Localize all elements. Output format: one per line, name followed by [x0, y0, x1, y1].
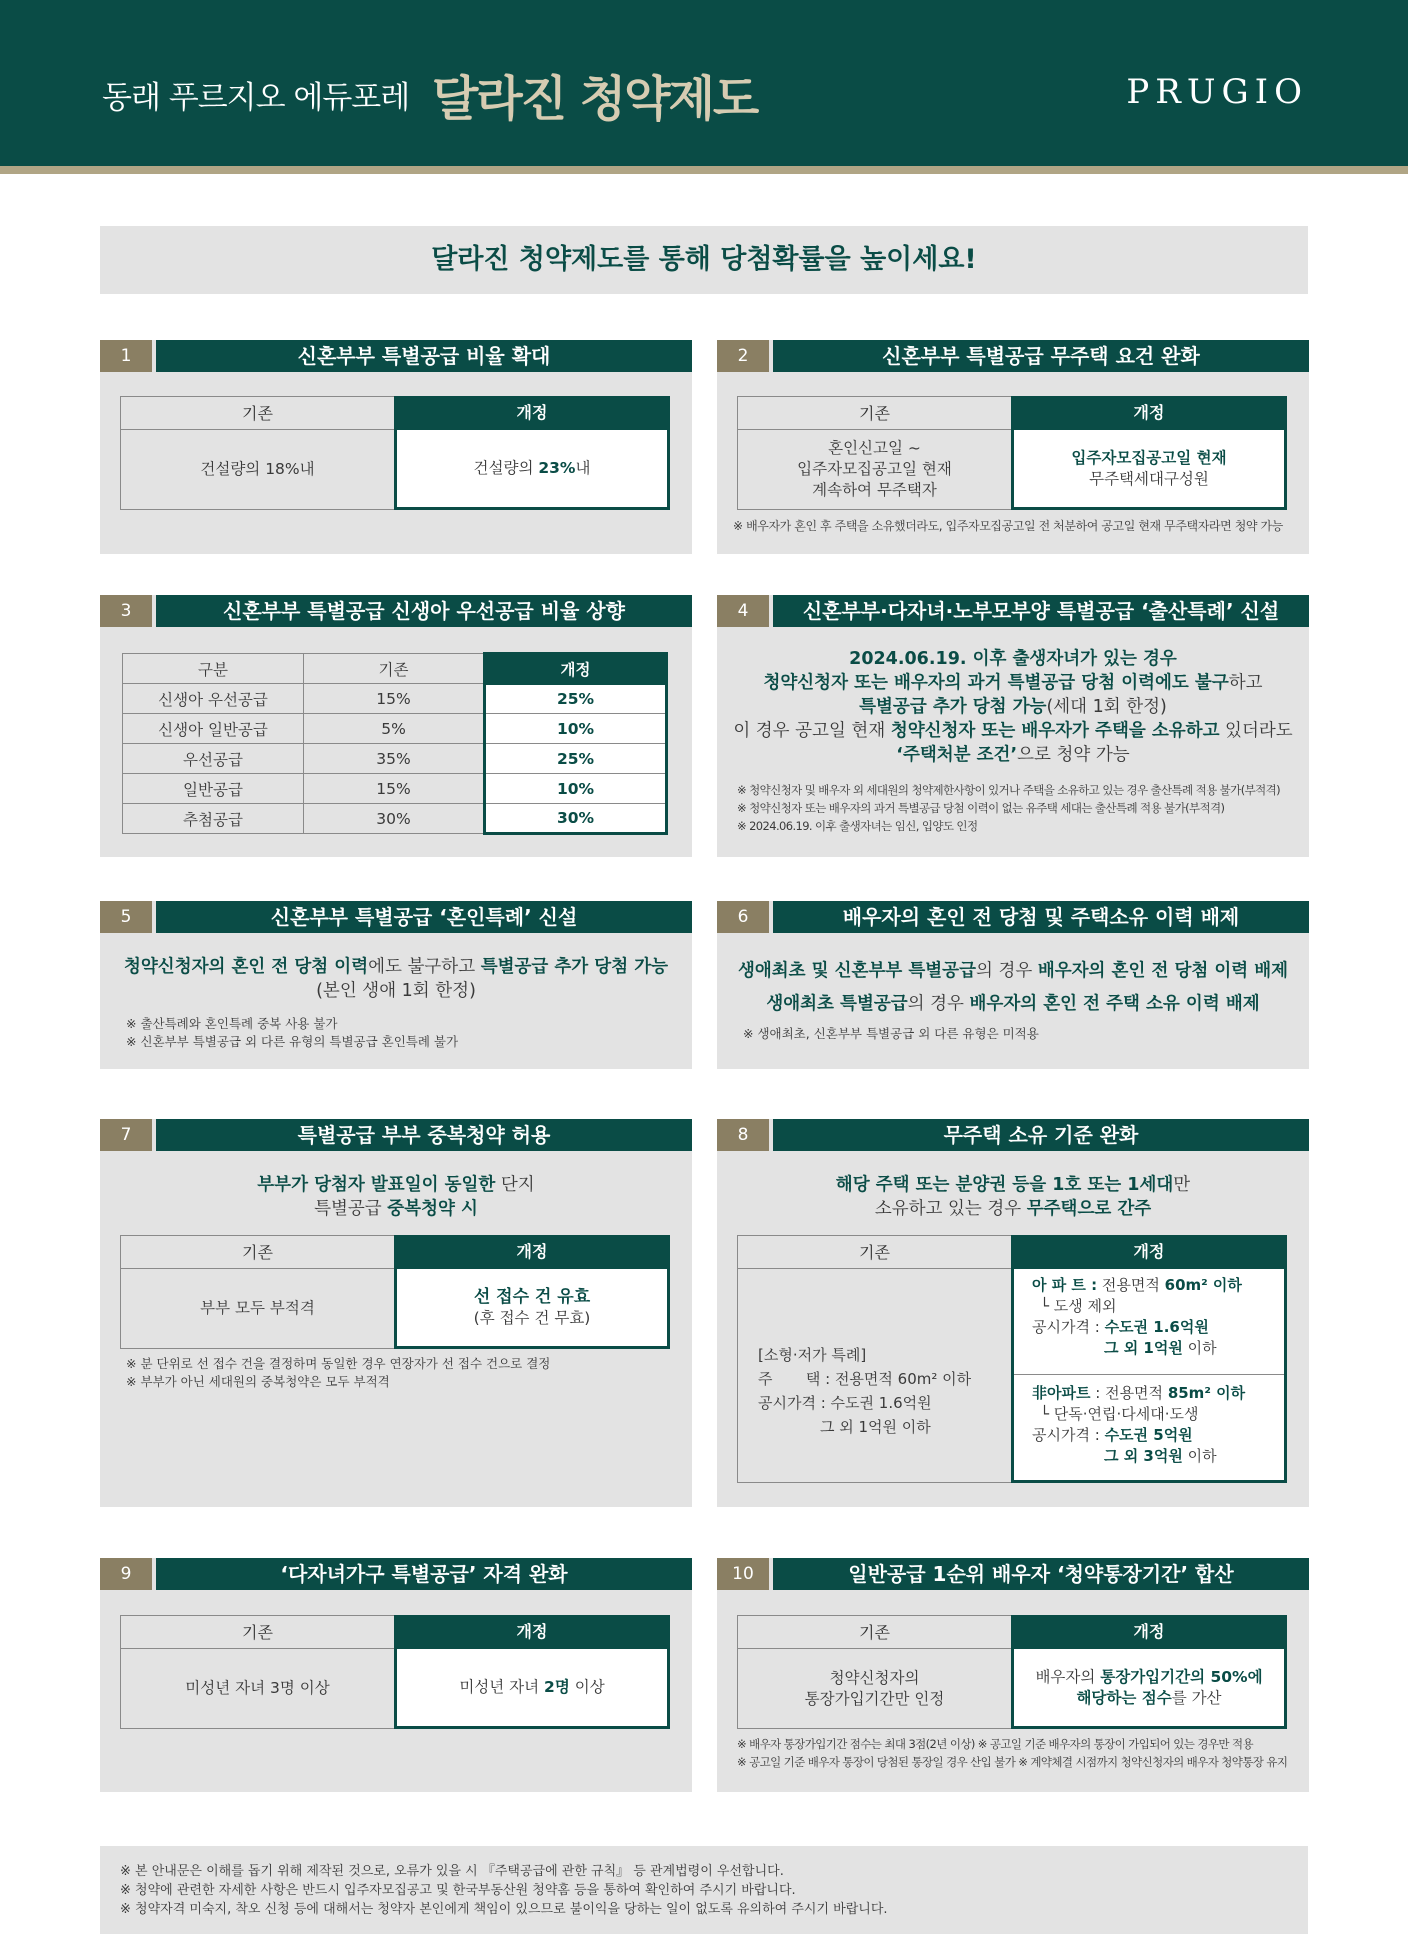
old-header: 기존 [120, 1615, 394, 1649]
table-row: 일반공급 15% 10% [123, 774, 667, 804]
apartment-criteria: 아 파 트 : 전용면적 60m² 이하 └ 도생 제외 공시가격 : 수도권 1.6억원 그 외 1억원 이하 [1014, 1269, 1284, 1375]
old-header: 기존 [737, 396, 1011, 430]
old-cell: 청약신청자의 통장가입기간만 인정 [737, 1649, 1011, 1729]
card-title: ‘다자녀가구 특별공급’ 자격 완화 [156, 1558, 692, 1590]
card-body: 2024.06.19. 이후 출생자녀가 있는 경우 청약신청자 또는 배우자의 과거 특별공급 당첨 이력에도 불구하고 특별공급 추가 당첨 가능(세대 1회 한정) 이 경우 공고일 현재 청약신청자 또는 배우자가 주택을 소유하고 있더라도 ‘주택처분 조건’으로 청약 가능 [733, 649, 1293, 765]
card-number: 8 [717, 1119, 769, 1151]
page-header [0, 0, 1408, 166]
new-header: 개정 [394, 1235, 670, 1269]
card-number: 5 [100, 901, 152, 933]
ratio-table [122, 652, 668, 835]
old-cell: 미성년 자녀 3명 이상 [120, 1649, 394, 1729]
table-row: 신생아 일반공급 5% 10% [123, 714, 667, 744]
new-header: 개정 [1011, 1615, 1287, 1649]
card-9 [100, 1558, 692, 1792]
card-title: 배우자의 혼인 전 당첨 및 주택소유 이력 배제 [773, 901, 1309, 933]
compare-table [120, 1615, 670, 1729]
card-body: 생애최초 및 신혼부부 특별공급의 경우 배우자의 혼인 전 당첨 이력 배제 생애최초 특별공급의 경우 배우자의 혼인 전 주택 소유 이력 배제 [737, 961, 1289, 1014]
table-row: 추첨공급 30% 30% [123, 804, 667, 834]
col-header: 기존 [304, 654, 485, 684]
card-number: 7 [100, 1119, 152, 1151]
old-header: 기존 [737, 1615, 1011, 1649]
card-number: 9 [100, 1558, 152, 1590]
compare-table [120, 1235, 670, 1349]
compare-table [737, 1235, 1287, 1483]
header-divider [0, 166, 1408, 174]
card-1 [100, 340, 692, 554]
old-cell: 건설량의 18%내 [120, 430, 394, 510]
brand-logo: PRUGIO [1126, 72, 1308, 112]
card-number: 3 [100, 595, 152, 627]
card-body: 청약신청자의 혼인 전 당첨 이력에도 불구하고 특별공급 추가 당첨 가능 (본인 생애 1회 한정) [123, 957, 669, 1001]
footer-disclaimer: ※ 본 안내문은 이해를 돕기 위해 제작된 것으로, 오류가 있을 시 『주택공급에 관한 규칙』 등 관계법령이 우선합니다. ※ 청약에 관련한 자세한 사항은 반드시 입주자모집공고 및 한국부동산원 청약홈 등을 통하여 확인하여 주시기 바랍니다. ※ 청약자격 미숙지, 착오 신청 등에 대해서는 청약자 본인에게 책임이 있으므로 불이익을 당하는 일이 없도록 유의하여 주시기 바랍니다. [100, 1846, 1308, 1934]
new-cell [1011, 1269, 1287, 1483]
card-number: 1 [100, 340, 152, 372]
card-title: 신혼부부 특별공급 비율 확대 [156, 340, 692, 372]
old-cell: [소형·저가 특례] 주 택 : 전용면적 60m² 이하 공시가격 : 수도권 1.6억원 그 외 1억원 이하 [737, 1269, 1011, 1483]
card-body: 해당 주택 또는 분양권 등을 1호 또는 1세대만 소유하고 있는 경우 무주택으로 간주 [835, 1175, 1191, 1219]
card-10 [717, 1558, 1309, 1792]
card-notes: ※ 분 단위로 선 접수 건을 결정하며 동일한 경우 연장자가 선 접수 건으로 결정 ※ 부부가 아닌 세대원의 중복청약은 모두 부적격 [126, 1356, 551, 1389]
new-header: 개정 [1011, 1235, 1287, 1269]
card-7 [100, 1119, 692, 1507]
card-note: ※ 생애최초, 신혼부부 특별공급 외 다른 유형은 미적용 [743, 1026, 1039, 1041]
new-cell: 미성년 자녀 2명 이상 [394, 1649, 670, 1729]
new-cell: 입주자모집공고일 현재 무주택세대구성원 [1011, 430, 1287, 510]
card-note: ※ 배우자가 혼인 후 주택을 소유했더라도, 입주자모집공고일 전 처분하여 공고일 현재 무주택자라면 청약 가능 [733, 519, 1283, 533]
card-notes: ※ 출산특례와 혼인특례 중복 사용 불가 ※ 신혼부부 특별공급 외 다른 유형의 특별공급 혼인특례 불가 [126, 1016, 459, 1049]
card-notes: ※ 청약신청자 및 배우자 외 세대원의 청약제한사항이 있거나 주택을 소유하고 있는 경우 출산특례 적용 불가(부적격) ※ 청약신청자 또는 배우자의 과거 특별공급 당첨 이력이 없는 유주택 세대는 출산특례 적용 불가(부적격) ※ 2024.06.19. 이후 출생자녀는 임신, 입양도 인정 [737, 783, 1280, 833]
card-4 [717, 595, 1309, 857]
card-title: 일반공급 1순위 배우자 ‘청약통장기간’ 합산 [773, 1558, 1309, 1590]
card-number: 2 [717, 340, 769, 372]
col-header-new: 개정 [485, 654, 667, 684]
old-cell: 부부 모두 부적격 [120, 1269, 394, 1349]
col-header: 구분 [123, 654, 304, 684]
new-cell: 배우자의 통장가입기간의 50%에 해당하는 점수를 가산 [1011, 1649, 1287, 1729]
card-title: 신혼부부 특별공급 무주택 요건 완화 [773, 340, 1309, 372]
old-cell: 혼인신고일 ~ 입주자모집공고일 현재 계속하여 무주택자 [737, 430, 1011, 510]
compare-table [120, 396, 670, 510]
card-6 [717, 901, 1309, 1069]
new-cell: 건설량의 23%내 [394, 430, 670, 510]
old-header: 기존 [120, 1235, 394, 1269]
card-title: 무주택 소유 기준 완화 [773, 1119, 1309, 1151]
card-3 [100, 595, 692, 857]
card-8 [717, 1119, 1309, 1507]
new-header: 개정 [1011, 396, 1287, 430]
headline-banner: 달라진 청약제도를 통해 당첨확률을 높이세요! [100, 226, 1308, 294]
project-name: 동래 푸르지오 에듀포레 [102, 80, 410, 116]
table-row: 신생아 우선공급 15% 25% [123, 684, 667, 714]
compare-table [737, 396, 1287, 510]
non-apartment-criteria: 非아파트 : 전용면적 85m² 이하 └ 단독·연립·다세대·도생 공시가격 : 수도권 5억원 그 외 3억원 이하 [1032, 1384, 1246, 1465]
card-5 [100, 901, 692, 1069]
card-title: 신혼부부 특별공급 ‘혼인특례’ 신설 [156, 901, 692, 933]
new-cell: 선 접수 건 유효 (후 접수 건 무효) [394, 1269, 670, 1349]
old-header: 기존 [737, 1235, 1011, 1269]
table-row: 우선공급 35% 25% [123, 744, 667, 774]
new-header: 개정 [394, 1615, 670, 1649]
card-2 [717, 340, 1309, 554]
compare-table [737, 1615, 1287, 1729]
card-number: 4 [717, 595, 769, 627]
page-title: 달라진 청약제도 [432, 71, 758, 127]
card-title: 신혼부부·다자녀·노부모부양 특별공급 ‘출산특례’ 신설 [773, 595, 1309, 627]
card-title: 특별공급 부부 중복청약 허용 [156, 1119, 692, 1151]
card-number: 6 [717, 901, 769, 933]
card-title: 신혼부부 특별공급 신생아 우선공급 비율 상향 [156, 595, 692, 627]
card-body: 부부가 당첨자 발표일이 동일한 단지 특별공급 중복청약 시 [257, 1175, 535, 1219]
old-header: 기존 [120, 396, 394, 430]
card-number: 10 [717, 1558, 769, 1590]
new-header: 개정 [394, 396, 670, 430]
card-notes: ※ 배우자 통장가입기간 점수는 최대 3점(2년 이상) ※ 공고일 기준 배우자의 통장이 가입되어 있는 경우만 적용 ※ 공고일 기준 배우자 통장이 당첨된 통장일 경우 산입 불가 ※ 계약체결 시점까지 청약신청자의 배우자 청약통장 유지 [737, 1737, 1288, 1769]
